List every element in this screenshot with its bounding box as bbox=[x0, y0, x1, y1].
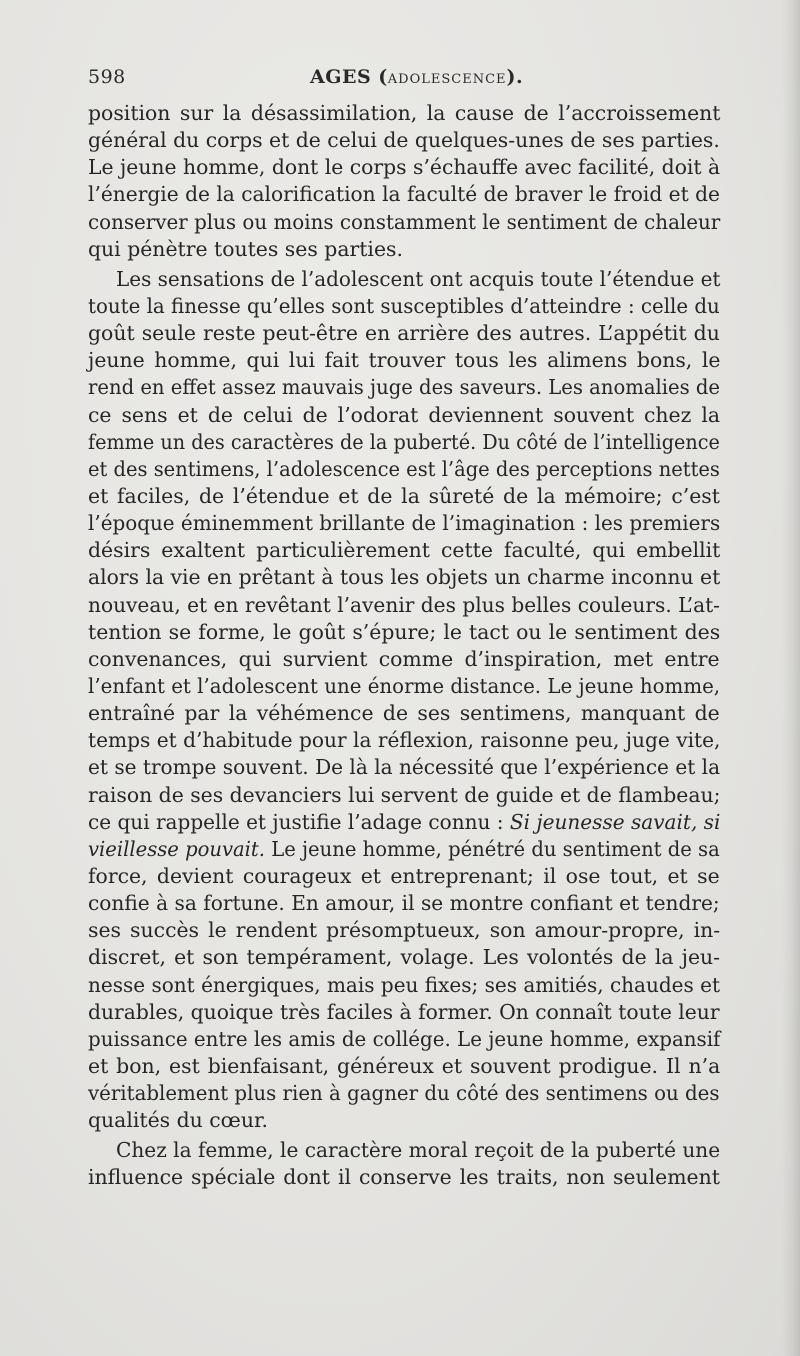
text-line: raison de ses devanciers lui servent de guide et de flambeau; bbox=[88, 782, 721, 807]
text-line: et faciles, de l’étendue et de la sûreté de la mémoire; c’est bbox=[88, 483, 720, 508]
text-run: ce qui rappelle et justifie l’adage connu : bbox=[88, 809, 510, 834]
text-line: l’énergie de la calorification la faculté de braver le froid et de bbox=[88, 182, 720, 207]
text-line: discret, et son tempérament, volage. Les volontés de la jeu- bbox=[88, 945, 721, 970]
text-line: position sur la désassimilation, la cause de l’accroissement bbox=[88, 101, 721, 125]
paragraph-2 bbox=[88, 266, 720, 1135]
text-line: et bon, est bienfaisant, généreux et souvent prodigue. Il n’a bbox=[88, 1053, 721, 1078]
text-line: puissance entre les amis de collége. Le jeune homme, expansif bbox=[88, 1026, 721, 1051]
text-line: nouveau, et en revêtant l’avenir des plus belles couleurs. L’at- bbox=[88, 592, 720, 617]
body-text bbox=[88, 100, 720, 1192]
text-line: général du corps et de celui de quelques-unes de ses parties. bbox=[88, 128, 720, 153]
page-number: 598 bbox=[88, 66, 126, 88]
text-run: Le jeune homme, pénétré du sentiment de sa bbox=[265, 836, 720, 861]
text-line: qui pénètre toutes ses parties. bbox=[88, 236, 403, 261]
text-line: véritablement plus rien à gagner du côté des sentimens ou des bbox=[88, 1081, 720, 1106]
text-line: et se trompe souvent. De là la nécessité que l’expérience et la bbox=[88, 755, 721, 780]
text-line: et des sentimens, l’adolescence est l’âge des perceptions nettes bbox=[88, 456, 720, 481]
running-title-end: ). bbox=[506, 66, 524, 88]
text-line: femme un des caractères de la puberté. Du côté de l’intelligence bbox=[88, 429, 720, 454]
text-line: désirs exaltent particulièrement cette faculté, qui embellit bbox=[88, 538, 721, 563]
running-header bbox=[88, 64, 720, 98]
text-line-with-italic bbox=[88, 836, 720, 863]
text-line: l’enfant et l’adolescent une énorme distance. Le jeune homme, bbox=[88, 673, 721, 698]
text-line-with-italic bbox=[88, 809, 720, 836]
text-line: nesse sont énergiques, mais peu fixes; ses amitiés, chaudes et bbox=[88, 972, 721, 997]
text-line: entraîné par la véhémence de ses sentimens, manquant de bbox=[88, 701, 720, 726]
italic-adage-part-2: vieillesse pouvait. bbox=[88, 836, 266, 861]
running-title bbox=[310, 66, 523, 88]
text-line: Le jeune homme, dont le corps s’échauffe avec facilité, doit à bbox=[88, 155, 721, 180]
page-gutter-shadow bbox=[782, 0, 800, 1356]
text-line: force, devient courageux et entreprenant; il ose tout, et se bbox=[88, 863, 720, 888]
text-line: ce sens et de celui de l’odorat deviennent souvent chez la bbox=[88, 402, 721, 427]
text-line: goût seule reste peut-être en arrière des autres. L’appétit du bbox=[88, 321, 720, 346]
text-line: toute la finesse qu’elles sont susceptibles d’atteindre : celle du bbox=[88, 293, 720, 318]
text-line: influence spéciale dont il conserve les traits, non seulement bbox=[88, 1165, 720, 1190]
text-line: conserver plus ou moins constamment le sentiment de chaleur bbox=[88, 209, 721, 234]
running-title-smallcaps: ADOLESCENCE bbox=[387, 72, 507, 87]
text-line: rend en effet assez mauvais juge des saveurs. Les anomalies de bbox=[88, 375, 721, 400]
text-line: ses succès le rendent présomptueux, son amour-propre, in- bbox=[88, 918, 721, 943]
italic-adage-part-1: Si jeunesse savait, si bbox=[509, 809, 721, 834]
text-line: temps et d’habitude pour la réflexion, raisonne peu, juge vite, bbox=[88, 728, 721, 753]
running-title-main: AGES ( bbox=[310, 66, 388, 88]
paragraph-1 bbox=[88, 100, 720, 263]
text-line: Chez la femme, le caractère moral reçoit de la puberté une bbox=[116, 1138, 721, 1163]
text-line: durables, quoique très faciles à former. On connaît toute leur bbox=[88, 999, 720, 1024]
text-line: l’époque éminemment brillante de l’imagination : les premiers bbox=[88, 511, 721, 536]
text-line: qualités du cœur. bbox=[88, 1108, 268, 1133]
text-line: convenances, qui survient comme d’inspiration, met entre bbox=[88, 646, 720, 671]
text-line: tention se forme, le goût s’épure; le tact ou le sentiment des bbox=[88, 619, 721, 644]
text-line: confie à sa fortune. En amour, il se montre confiant et tendre; bbox=[88, 891, 720, 916]
text-line: jeune homme, qui lui fait trouver tous les alimens bons, le bbox=[88, 348, 721, 373]
text-line: Les sensations de l’adolescent ont acquis toute l’étendue et bbox=[116, 266, 721, 291]
paragraph-3 bbox=[88, 1137, 720, 1191]
text-line: alors la vie en prêtant à tous les objets un charme inconnu et bbox=[88, 565, 721, 590]
